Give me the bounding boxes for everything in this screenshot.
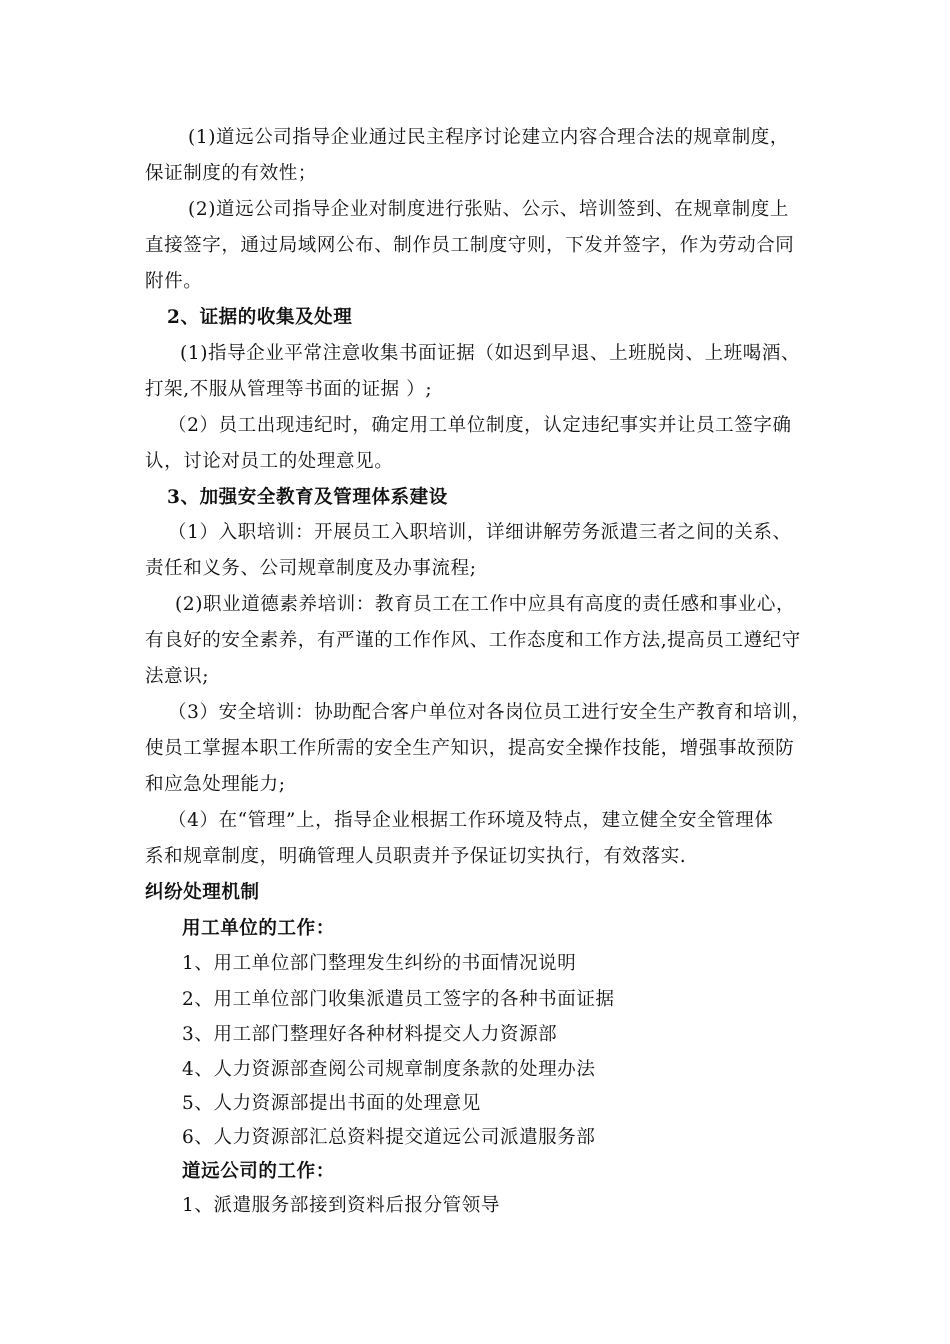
- paragraph-line: 保证制度的有效性；: [145, 163, 317, 184]
- section-heading: 纠纷处理机制: [145, 882, 260, 903]
- paragraph-line: 打架,不服从管理等书面的证据 ）;: [145, 379, 433, 400]
- paragraph-line: （4）在“管理”上，指导企业根据工作环境及特点，建立健全安全管理体: [168, 810, 774, 831]
- list-item: 2、用工单位部门收集派遣员工签字的各种书面证据: [182, 989, 615, 1010]
- subsection-heading: 道远公司的工作：: [182, 1161, 335, 1182]
- list-item: 1、派遣服务部接到资料后报分管领导: [182, 1195, 500, 1216]
- list-item: 5、人力资源部提出书面的处理意见: [182, 1093, 481, 1114]
- paragraph-line: 和应急处理能力;: [145, 774, 286, 795]
- section-heading: 2、证据的收集及处理: [167, 307, 353, 328]
- paragraph-line: (2)道远公司指导企业对制度进行张贴、公示、培训签到、在规章制度上: [188, 199, 790, 220]
- section-heading: 3、加强安全教育及管理体系建设: [167, 487, 448, 508]
- paragraph-line: 法意识;: [145, 666, 210, 687]
- paragraph-line: (2)职业道德素养培训：教育员工在工作中应具有高度的责任感和事业心，: [175, 594, 796, 615]
- list-item: 4、人力资源部查阅公司规章制度条款的处理办法: [182, 1059, 596, 1080]
- list-item: 3、用工部门整理好各种材料提交人力资源部: [182, 1024, 558, 1045]
- paragraph-line: 有良好的安全素养，有严谨的工作作风、工作态度和工作方法,提高员工遵纪守: [145, 630, 801, 651]
- paragraph-line: （1）入职培训：开展员工入职培训，详细讲解劳务派遣三者之间的关系、: [168, 522, 792, 543]
- paragraph-line: 系和规章制度，明确管理人员职责并予保证切实执行，有效落实.: [145, 846, 687, 867]
- paragraph-line: （3）安全培训：协助配合客户单位对各岗位员工进行安全生产教育和培训，: [168, 702, 811, 723]
- list-item: 1、用工单位部门整理发生纠纷的书面情况说明: [182, 953, 577, 974]
- list-item: 6、人力资源部汇总资料提交道远公司派遣服务部: [182, 1127, 596, 1148]
- paragraph-line: (1)指导企业平常注意收集书面证据（如迟到早退、上班脱岗、上班喝酒、: [180, 343, 801, 364]
- paragraph-line: （2）员工出现违纪时，确定用工单位制度，认定违纪事实并让员工签字确: [168, 415, 792, 436]
- paragraph-line: 认，讨论对员工的处理意见。: [145, 451, 394, 472]
- paragraph-line: 附件。: [145, 271, 203, 292]
- paragraph-line: 责任和义务、公司规章制度及办事流程;: [145, 558, 477, 579]
- paragraph-line: 直接签字，通过局域网公布、制作员工制度守则，下发并签字，作为劳动合同: [145, 235, 795, 256]
- paragraph-line: 使员工掌握本职工作所需的安全生产知识，提高安全操作技能，增强事故预防: [145, 738, 795, 759]
- subsection-heading: 用工单位的工作：: [182, 918, 335, 939]
- paragraph-line: (1)道远公司指导企业通过民主程序讨论建立内容合理合法的规章制度，: [188, 127, 790, 148]
